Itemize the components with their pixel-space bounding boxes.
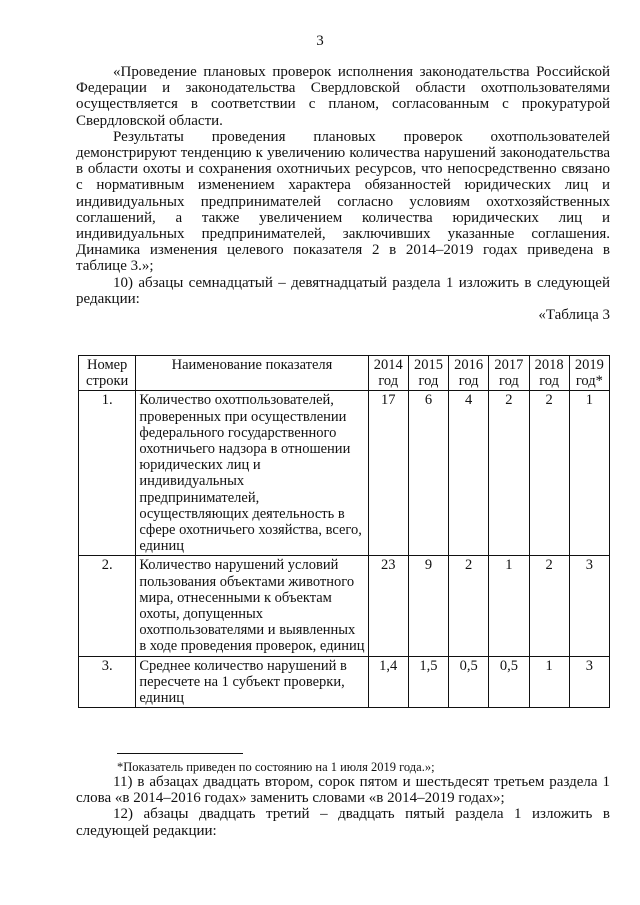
page-number: 3 [316, 33, 324, 49]
row-value-2017: 1 [489, 556, 529, 656]
table-row [79, 656, 610, 708]
paragraph-results: Результаты проведения плановых проверок охотпользователей демонстрируют тенденцию к увеличению количества нарушений законодательства в области охоты и сохранения охотничьих ресурсов, что непосредственно связано с нормативным изменением характера обязанностей юридических лиц и индивидуальных предпринимателей согласно условиям охотхозяйственных соглашений, а также увеличением количества юридических лиц и индивидуальных предпринимателей, заключивших указанные соглашения. Динамика изменения целевого показателя 2 в 2014–2019 годах приведена в таблице 3.»; [76, 128, 610, 275]
table-header-row [79, 356, 610, 391]
row-indicator-name: Количество нарушений условий пользования объектами животного мира, отнесенными к объектам охоты, допущенных охотпользователями и выявленных в ходе проведения проверок, единиц [136, 556, 368, 656]
body-text-top [76, 64, 610, 323]
header-year-2014: 2014 год [368, 356, 408, 391]
footnote: *Показатель приведен по состоянию на 1 июля 2019 года.»; [117, 760, 435, 774]
header-year-2016: 2016 год [449, 356, 489, 391]
row-value-2015: 1,5 [408, 656, 448, 708]
row-value-2019: 3 [569, 656, 609, 708]
row-value-2019: 1 [569, 391, 609, 556]
row-value-2017: 0,5 [489, 656, 529, 708]
row-value-2019: 3 [569, 556, 609, 656]
paragraph-item-10: 10) абзацы семнадцатый – девятнадцатый раздела 1 изложить в следующей редакции: [76, 274, 610, 307]
row-value-2018: 2 [529, 391, 569, 556]
paragraph-item-12: 12) абзацы двадцать третий – двадцать пятый раздела 1 изложить в следующей редакции: [76, 806, 610, 839]
body-text-bottom [76, 774, 610, 839]
table-row [79, 391, 610, 556]
row-value-2015: 6 [408, 391, 448, 556]
row-value-2016: 4 [449, 391, 489, 556]
header-row-number: Номер строки [79, 356, 136, 391]
row-value-2014: 17 [368, 391, 408, 556]
row-number: 3. [79, 656, 136, 708]
header-year-2018: 2018 год [529, 356, 569, 391]
header-year-2019: 2019 год* [569, 356, 609, 391]
row-value-2017: 2 [489, 391, 529, 556]
header-year-2017: 2017 год [489, 356, 529, 391]
header-indicator-name: Наименование показателя [136, 356, 368, 391]
row-value-2016: 2 [449, 556, 489, 656]
row-value-2014: 1,4 [368, 656, 408, 708]
row-number: 2. [79, 556, 136, 656]
row-value-2018: 1 [529, 656, 569, 708]
row-indicator-name: Количество охотпользователей, проверенных при осуществлении федерального государственного охотничьего надзора в отношении юридических лиц и индивидуальных предпринимателей, осуществляющих деятельность в сфере охотничьего хозяйства, всего, единиц [136, 391, 368, 556]
row-value-2018: 2 [529, 556, 569, 656]
paragraph-item-11: 11) в абзацах двадцать втором, сорок пятом и шестьдесят третьем раздела 1 слова «в 2014–2016 годах» заменить словами «в 2014–2019 годах»; [76, 774, 610, 807]
row-indicator-name: Среднее количество нарушений в пересчете на 1 субъект проверки, единиц [136, 656, 368, 708]
row-number: 1. [79, 391, 136, 556]
header-year-2015: 2015 год [408, 356, 448, 391]
table-row [79, 556, 610, 656]
paragraph-inspections: «Проведение плановых проверок исполнения законодательства Российской Федерации и законодательства Свердловской области охотпользователями осуществляется в соответствии с планом, согласованным с прокуратурой Свердловской области. [76, 64, 610, 129]
row-value-2015: 9 [408, 556, 448, 656]
indicator-table [78, 355, 610, 708]
row-value-2016: 0,5 [449, 656, 489, 708]
row-value-2014: 23 [368, 556, 408, 656]
footnote-divider [117, 753, 243, 754]
table-caption: «Таблица 3 [538, 307, 610, 324]
